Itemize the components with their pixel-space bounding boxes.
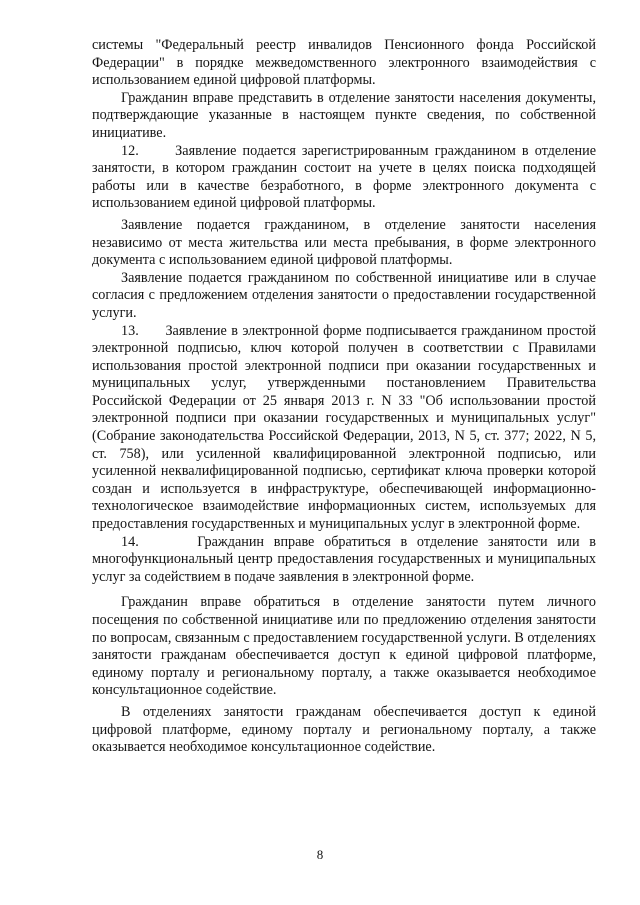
page-number: 8 xyxy=(316,847,324,862)
paragraph: В отделениях занятости гражданам обеспечивается доступ к единой цифровой платформе, единому порталу и региональному порталу, а также оказывается необходимое консультационное содействие. xyxy=(92,703,596,756)
paragraph-continuation: системы "Федеральный реестр инвалидов Пенсионного фонда Российской Федерации" в порядке межведомственного электронного взаимодействия с использованием единой цифровой платформы. xyxy=(92,37,596,89)
paragraph-item-12: 12. Заявление подается зарегистрированным гражданином в отделение занятости, в котором гражданин состоит на учете в целях поиска подходящей работы или в качестве безработного, в форме электронного документа с использованием единой цифровой платформы. xyxy=(92,142,596,212)
paragraph-item-13: 13. Заявление в электронной форме подписывается гражданином простой электронной подписью, ключ которой получен в соответствии с Правилами использования простой электронной подписи при оказании государственных и муниципальных услуг, утвержденными постановлением Правительства Российской Федерации от 25 января 2013 г. N 33 "Об использовании простой электронной подписи при оказании государственных и муниципальных услуг" (Собрание законодательства Российской Федерации, 2013, N 5, ст. 377; 2022, N 5, ст. 758), или усиленной квалифицированной электронной подписью, или усиленной неквалифицированной подписью, сертификат ключа проверки которой создан и используется в инфраструктуре, обеспечивающей информационно-технологическое взаимодействие информационных систем, используемых для предоставления государственных и муниципальных услуг в электронной форме. xyxy=(92,322,596,533)
paragraph-item-14: 14. Гражданин вправе обратиться в отделение занятости или в многофункциональный центр предоставления государственных и муниципальных услуг за содействием в подаче заявления в электронной форме. xyxy=(92,533,596,585)
paragraph: Гражданин вправе обратиться в отделение занятости путем личного посещения по собственной инициативе или по предложению отделения занятости по вопросам, связанным с предоставлением государственной услуги. В отделениях занятости гражданам обеспечивается доступ к единой цифровой платформе, единому порталу и региональному порталу, а также оказывается необходимое консультационное содействие. xyxy=(92,594,596,699)
document-body xyxy=(92,37,596,757)
paragraph: Гражданин вправе представить в отделение занятости населения документы, подтверждающие указанные в настоящем пункте сведения, по собственной инициативе. xyxy=(92,89,596,141)
paragraph: Заявление подается гражданином, в отделение занятости населения независимо от места жительства или места пребывания, в форме электронного документа с использованием единой цифровой платформы. xyxy=(92,216,596,269)
paragraph: Заявление подается гражданином по собственной инициативе или в случае согласия с предложением отделения занятости о предоставлении государственной услуги. xyxy=(92,269,596,321)
